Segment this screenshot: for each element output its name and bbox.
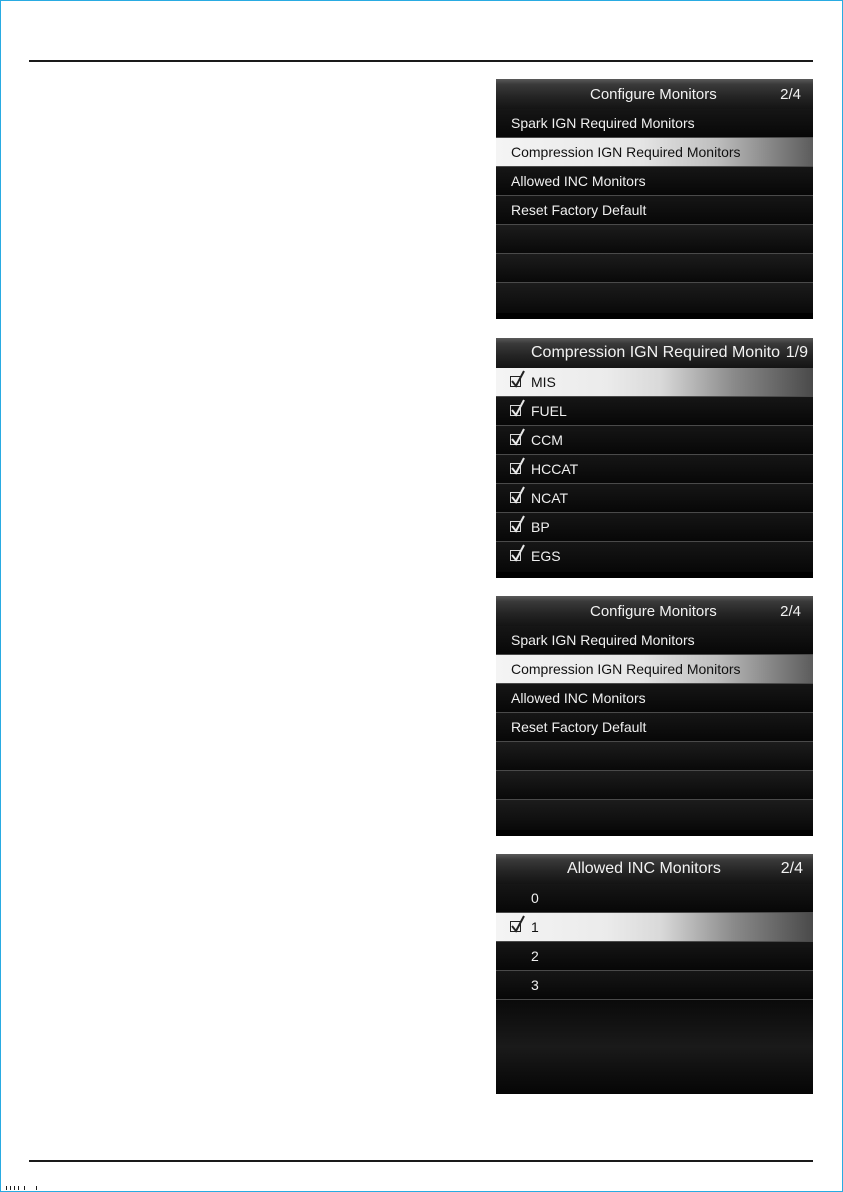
- monitor-item-hccat[interactable]: [496, 455, 813, 484]
- menu-item-label: Spark IGN Required Monitors: [511, 115, 695, 131]
- option-label: 2: [531, 948, 539, 964]
- checkbox-checked-icon: [509, 427, 527, 447]
- inc-option-2[interactable]: [496, 942, 813, 971]
- inc-option-1[interactable]: [496, 913, 813, 942]
- monitor-label: CCM: [531, 432, 563, 448]
- menu-item-label: Compression IGN Required Monitors: [511, 144, 741, 160]
- page-indicator: 2/4: [780, 603, 801, 620]
- option-label: 0: [531, 890, 539, 906]
- empty-area: [496, 1000, 813, 1094]
- empty-row: [496, 742, 813, 771]
- monitor-item-mis[interactable]: [496, 368, 813, 397]
- page-indicator: 2/4: [780, 86, 801, 103]
- page-indicator: 2/4: [780, 860, 803, 877]
- inc-option-0[interactable]: [496, 884, 813, 913]
- option-label: 3: [531, 977, 539, 993]
- monitor-label: FUEL: [531, 403, 567, 419]
- menu-item-spark-ign[interactable]: [496, 626, 813, 655]
- menu-item-label: Reset Factory Default: [511, 202, 647, 218]
- screen-configure-monitors-1: [496, 79, 813, 319]
- crop-mark: [2, 1186, 42, 1190]
- empty-row: [496, 225, 813, 254]
- checkbox-checked-icon: [509, 369, 527, 389]
- inc-option-list: [496, 884, 813, 1094]
- checkbox-checked-icon: [509, 914, 527, 934]
- screen-header: [496, 854, 813, 884]
- empty-row: [496, 254, 813, 283]
- screen-header: [496, 79, 813, 109]
- monitor-item-ccm[interactable]: [496, 426, 813, 455]
- screen-configure-monitors-2: [496, 596, 813, 836]
- screen-header: [496, 596, 813, 626]
- empty-row: [496, 800, 813, 830]
- empty-row: [496, 771, 813, 800]
- screen-title: Compression IGN Required Monito: [531, 344, 780, 361]
- menu-list: [496, 626, 813, 830]
- option-label: 1: [531, 919, 539, 935]
- monitor-label: HCCAT: [531, 461, 579, 477]
- bottom-rule: [29, 1160, 813, 1162]
- monitor-item-bp[interactable]: [496, 513, 813, 542]
- inc-option-3[interactable]: [496, 971, 813, 1000]
- menu-item-spark-ign[interactable]: [496, 109, 813, 138]
- page-indicator: 1/9: [785, 344, 808, 361]
- menu-item-compression-ign[interactable]: [496, 138, 813, 167]
- screen-title: Configure Monitors: [590, 603, 717, 620]
- menu-item-label: Reset Factory Default: [511, 719, 647, 735]
- checkbox-checked-icon: [509, 456, 527, 476]
- top-rule: [29, 60, 813, 62]
- menu-item-allowed-inc[interactable]: [496, 684, 813, 713]
- checkbox-checked-icon: [509, 543, 527, 563]
- screen-allowed-inc-monitors: [496, 854, 813, 1094]
- screen-title: Allowed INC Monitors: [567, 860, 721, 877]
- menu-item-reset-default[interactable]: [496, 713, 813, 742]
- empty-row: [496, 283, 813, 313]
- monitor-label: BP: [531, 519, 550, 535]
- checkbox-checked-icon: [509, 398, 527, 418]
- screen-title: Configure Monitors: [590, 86, 717, 103]
- menu-item-label: Allowed INC Monitors: [511, 690, 646, 706]
- menu-item-label: Compression IGN Required Monitors: [511, 661, 741, 677]
- menu-item-label: Spark IGN Required Monitors: [511, 632, 695, 648]
- monitor-checklist: [496, 368, 813, 572]
- monitor-label: EGS: [531, 548, 561, 564]
- monitor-label: NCAT: [531, 490, 569, 506]
- menu-item-allowed-inc[interactable]: [496, 167, 813, 196]
- monitor-item-ncat[interactable]: [496, 484, 813, 513]
- monitor-label: MIS: [531, 374, 556, 390]
- menu-item-reset-default[interactable]: [496, 196, 813, 225]
- monitor-item-fuel[interactable]: [496, 397, 813, 426]
- menu-item-compression-ign[interactable]: [496, 655, 813, 684]
- menu-list: [496, 109, 813, 313]
- checkbox-checked-icon: [509, 514, 527, 534]
- checkbox-checked-icon: [509, 485, 527, 505]
- monitor-item-egs[interactable]: [496, 542, 813, 572]
- screen-header: [496, 338, 813, 368]
- menu-item-label: Allowed INC Monitors: [511, 173, 646, 189]
- screen-compression-ign-monitors: [496, 338, 813, 578]
